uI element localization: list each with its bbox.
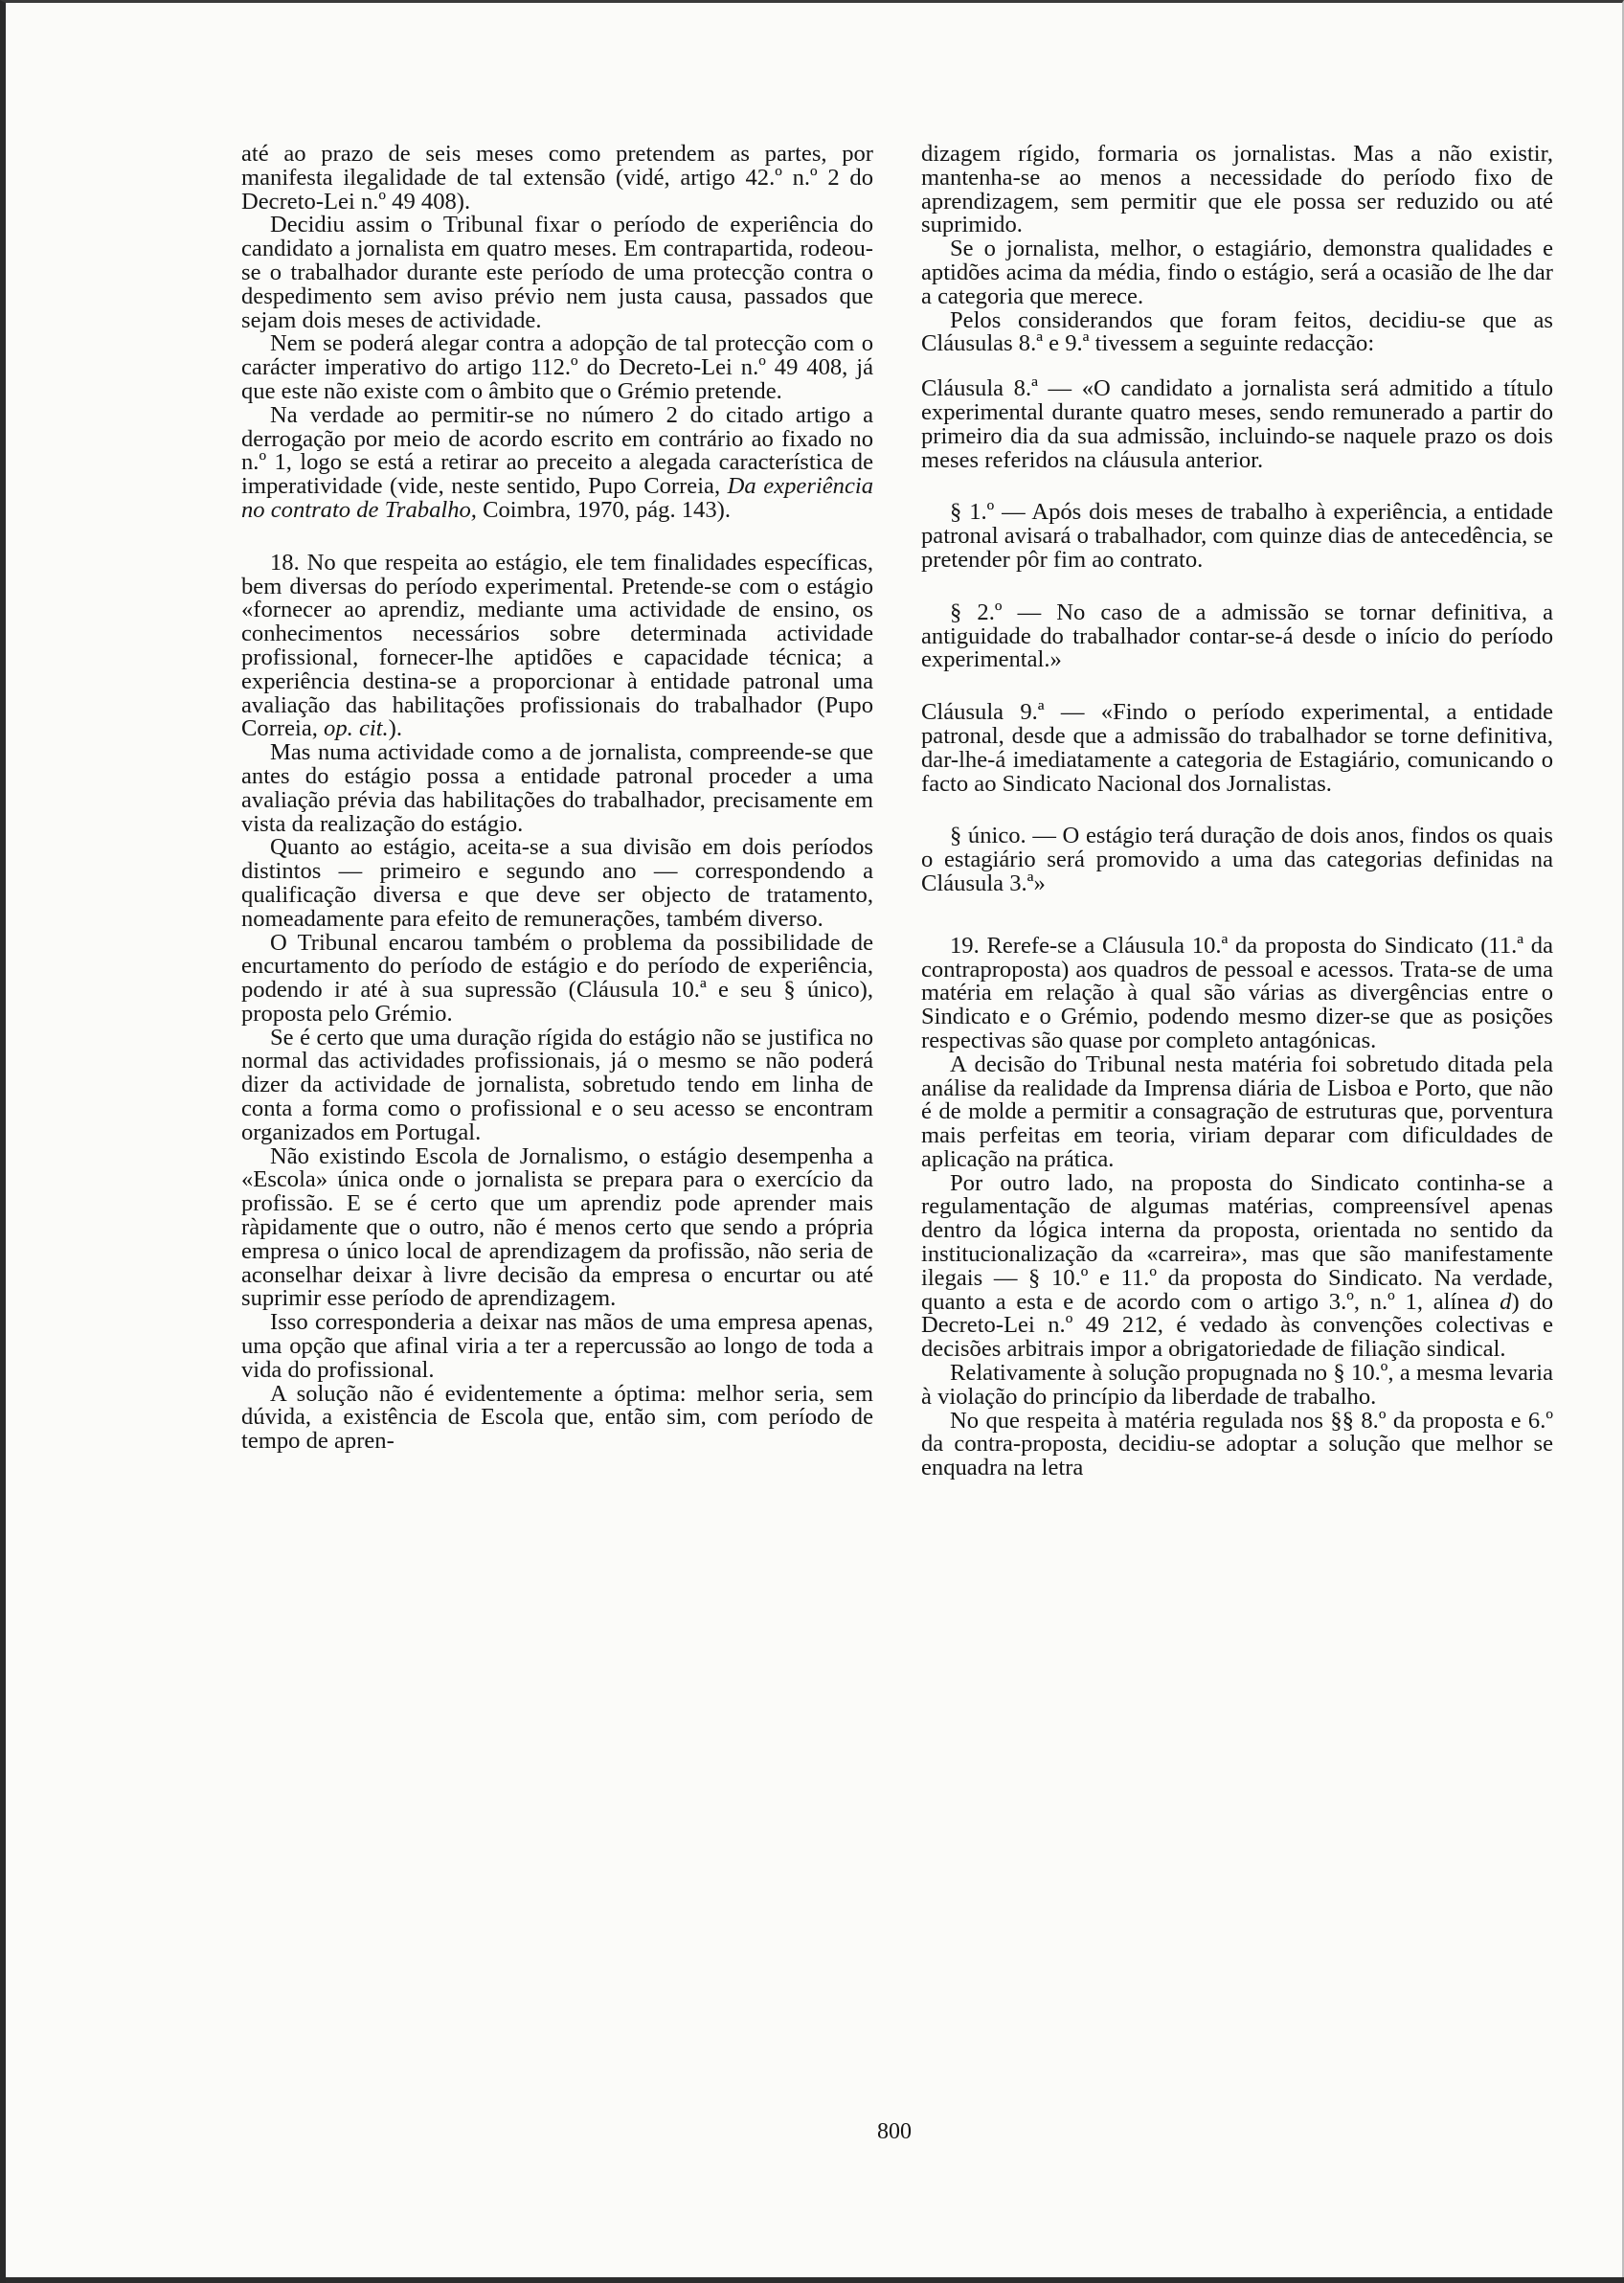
clause-8: Cláusula 8.ª — «O candidato a jornalista será admitido a título experimental durante quatro meses, sendo remunerado a partir do primeiro dia da sua admissão, incluindo-se naquele prazo os dois meses referidos na cláusula anterior. bbox=[921, 375, 1553, 473]
text-run: Coimbra, 1970, pág. 143). bbox=[476, 496, 731, 523]
text-run: 18. No que respeita ao estágio, ele tem finalidades específicas, bem diversas do período experimental. Pretende-se com o estágio «fornecer ao aprendiz, mediante uma actividade de ensino, os conhecimentos necessários sobre determinada actividade profissional, fornecer-lhe aptidões e capacidade técnica; a experiência destina-se a proporcionar à entidade patronal uma avaliação das habilitações profissionais do trabalhador (Pupo Correia, bbox=[241, 549, 873, 742]
citation-italic: op. cit. bbox=[324, 715, 389, 742]
paragraph: Relativamente à solução propugnada no § 10.º, a mesma levaria à violação do princípio da liberdade de trabalho. bbox=[921, 1360, 1553, 1410]
paragraph: Decidiu assim o Tribunal fixar o período de experiência do candidato a jornalista em quatro meses. Em contrapartida, rodeou-se o trabalhador durante este período de uma protecção contra o despedimento sem aviso prévio nem justa causa, passados que sejam dois meses de actividade. bbox=[241, 212, 873, 333]
clause-9: Cláusula 9.ª — «Findo o período experimental, a entidade patronal, desde que a admissão do trabalhador se torne definitiva, dar-lhe-á imediatamente a categoria de Estagiário, comunicando o facto ao Sindicato Nacional dos Jornalistas. bbox=[921, 699, 1553, 797]
text-run: Por outro lado, na proposta do Sindicato continha-se a regulamentação de algumas matérias, compreensível apenas dentro da lógica interna da proposta, orientada no sentido da institucionalização da «carreira», mas que são manifestamente ilegais — § 10.º e 11.º da proposta do Sindicato. Na verdade, quanto a esta e de acordo com o artigo 3.º, n.º 1, alínea bbox=[921, 1169, 1553, 1315]
text-run: ). bbox=[388, 715, 403, 742]
text-run: ) do Decreto-Lei n.º 49 212, é vedado às convenções colectivas e decisões arbitrais impor a obrigatoriedade de filiação sindical. bbox=[921, 1288, 1553, 1363]
paragraph: A decisão do Tribunal nesta matéria foi sobretudo ditada pela análise da realidade da Imprensa diária de Lisboa e Porto, que não é de molde a permitir a consagração de estruturas que, porventura mais perfeitas em teoria, viriam deparar com dificuldades de aplicação na prática. bbox=[921, 1051, 1553, 1172]
clause-8-paragraph-1: § 1.º — Após dois meses de trabalho à experiência, a entidade patronal avisará o trabalhador, com quinze dias de antecedência, se pretender pôr fim ao contrato. bbox=[921, 499, 1553, 573]
left-column bbox=[241, 143, 873, 1454]
paragraph-section-19: 19. Rerefe-se a Cláusula 10.ª da proposta do Sindicato (11.ª da contraproposta) aos quadros de pessoal e acessos. Trata-se de uma matéria em relação à qual são várias as divergências entre o Sindicato e o Grémio, podendo mesmo dizer-se que as posições respectivas são quase por completo antagónicas. bbox=[921, 932, 1553, 1053]
paragraph: Pelos considerandos que foram feitos, decidiu-se que as Cláusulas 8.ª e 9.ª tivessem a seguinte redacção: bbox=[921, 306, 1553, 357]
paragraph bbox=[241, 401, 873, 523]
page-number: 800 bbox=[877, 2119, 912, 2144]
paragraph: No que respeita à matéria regulada nos §§ 8.º da proposta e 6.º da contra-proposta, decidiu-se adoptar a solução que melhor se enquadra na letra bbox=[921, 1407, 1553, 1481]
scan-edge bbox=[6, 2277, 1624, 2283]
paragraph-section-18 bbox=[241, 549, 873, 742]
paragraph: até ao prazo de seis meses como pretendem as partes, por manifesta ilegalidade de tal extensão (vidé, artigo 42.º n.º 2 do Decreto-Lei n.º 49 408). bbox=[241, 141, 873, 215]
paragraph: Não existindo Escola de Jornalismo, o estágio desempenha a «Escola» única onde o jornalista se prepara para o exercício da profissão. E se é certo que um aprendiz pode aprender mais ràpidamente que o outro, não é menos certo que sendo a própria empresa o único local de aprendizagem da profissão, não seria de aconselhar deixar à livre decisão da empresa o encurtar ou até suprimir esse período de aprendizagem. bbox=[241, 1142, 873, 1312]
paragraph: Mas numa actividade como a de jornalista, compreende-se que antes do estágio possa a entidade patronal proceder a uma avaliação prévia das habilitações do trabalhador, precisamente em vista da realização do estágio. bbox=[241, 739, 873, 837]
paragraph: A solução não é evidentemente a óptima: melhor seria, sem dúvida, a existência de Escola que, então sim, com período de tempo de apren- bbox=[241, 1380, 873, 1455]
paragraph: Se o jornalista, melhor, o estagiário, demonstra qualidades e aptidões acima da média, findo o estágio, será a ocasião de lhe dar a categoria que merece. bbox=[921, 236, 1553, 309]
paragraph: Isso corresponderia a deixar nas mãos de uma empresa apenas, uma opção que afinal viria a ter a repercussão ao longo de toda a vida do profissional. bbox=[241, 1309, 873, 1383]
right-column bbox=[921, 143, 1553, 1481]
paragraph: Se é certo que uma duração rígida do estágio não se justifica no normal das actividades profissionais, já o mesmo se não poderá dizer da actividade de jornalista, sobretudo tendo em linha de conta a forma como o profissional e o seu acesso se encontram organizados em Portugal. bbox=[241, 1024, 873, 1145]
alinea-letter: d bbox=[1500, 1288, 1512, 1315]
paragraph: Quanto ao estágio, aceita-se a sua divisão em dois períodos distintos — primeiro e segundo ano — correspondendo a qualificação diversa e que deve ser objecto de tratamento, nomeadamente para efeito de remunerações, também diverso. bbox=[241, 834, 873, 932]
paragraph: dizagem rígido, formaria os jornalistas. Mas a não existir, mantenha-se ao menos a necessidade do período fixo de aprendizagem, sem permitir que ele possa ser reduzido ou até suprimido. bbox=[921, 141, 1553, 238]
text-run: Na verdade ao permitir-se no número 2 do citado artigo a derrogação por meio de acordo escrito em contrário ao fixado no n.º 1, logo se está a retirar ao preceito a alegada característica de imperatividade (vide, neste sentido, Pupo Correia, bbox=[241, 401, 873, 500]
clause-8-paragraph-2: § 2.º — No caso de a admissão se tornar definitiva, a antiguidade do trabalhador contar-se-á desde o início do período experimental.» bbox=[921, 599, 1553, 673]
book-title: Da experiência no contrato de Trabalho, bbox=[241, 473, 873, 523]
paragraph bbox=[921, 1169, 1553, 1363]
clause-9-unico: § único. — O estágio terá duração de dois anos, findos os quais o estagiário será promovido a uma das categorias definidas na Cláusula 3.ª» bbox=[921, 823, 1553, 896]
paragraph: O Tribunal encarou também o problema da possibilidade de encurtamento do período de estágio e do período de experiência, podendo ir até à sua supressão (Cláusula 10.ª e seu § único), proposta pelo Grémio. bbox=[241, 929, 873, 1027]
paragraph: Nem se poderá alegar contra a adopção de tal protecção com o carácter imperativo do artigo 112.º do Decreto-Lei n.º 49 408, já que este não existe com o âmbito que o Grémio pretende. bbox=[241, 330, 873, 404]
